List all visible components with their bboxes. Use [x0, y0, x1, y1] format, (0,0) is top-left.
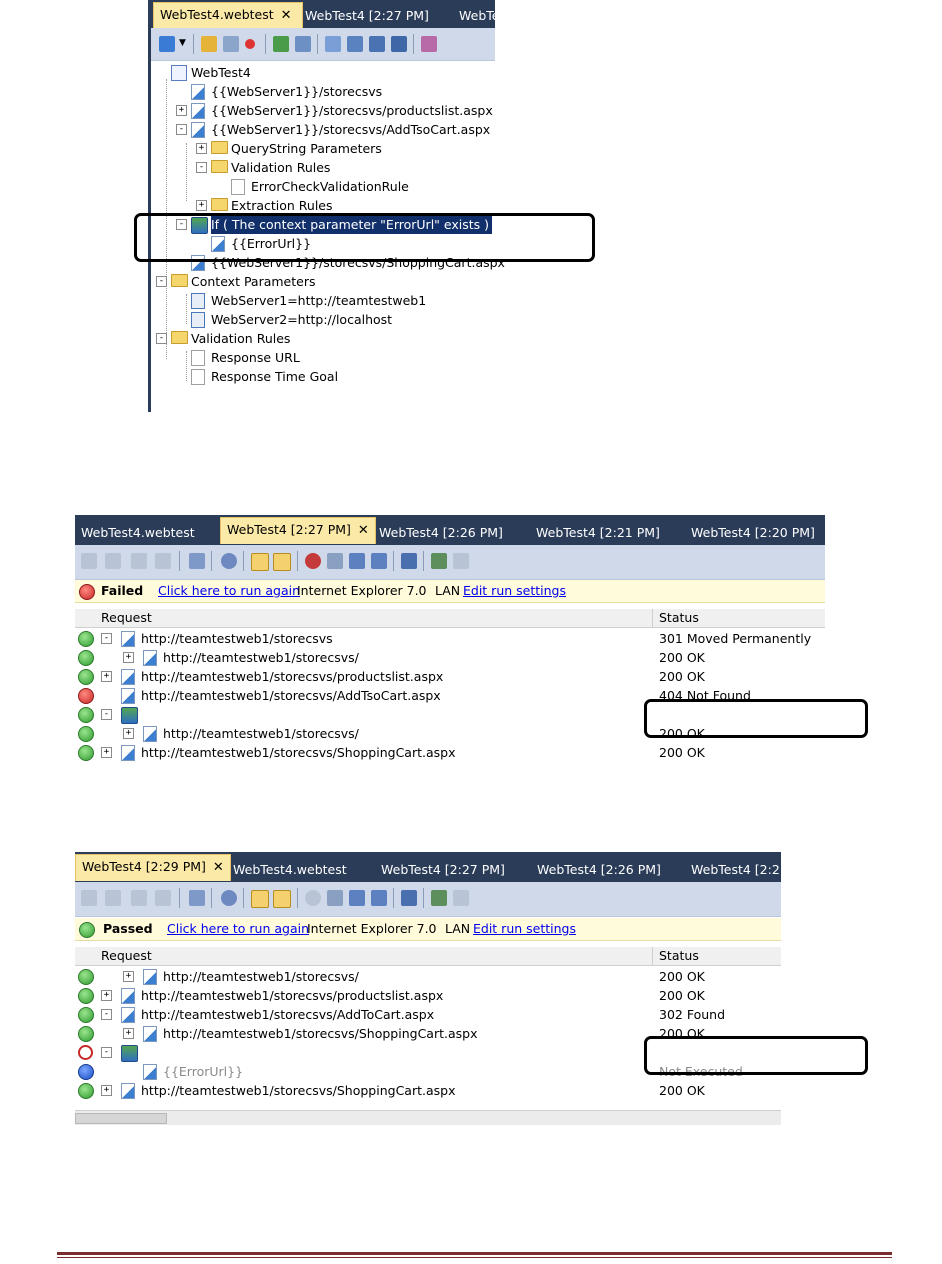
promote-icon[interactable]: [401, 890, 417, 906]
tab-run-227[interactable]: [220, 517, 376, 544]
toolbar-separator: [265, 34, 266, 54]
run-result-bar: [75, 918, 781, 941]
rule-icon: [231, 179, 245, 195]
layout-bottom-icon[interactable]: [273, 890, 291, 908]
collapse-icon[interactable]: -: [101, 1009, 112, 1020]
timer-icon[interactable]: [221, 890, 237, 906]
tab-label: WebTest4 [2:27 PM]: [227, 522, 351, 537]
request-row[interactable]: [75, 743, 825, 762]
request-icon: [191, 103, 205, 119]
step-icon[interactable]: [105, 890, 121, 906]
tree-node-label: {{ErrorUrl}}: [231, 236, 312, 251]
tree-node[interactable]: [151, 367, 495, 386]
step-icon[interactable]: [105, 553, 121, 569]
request-icon: [121, 688, 135, 704]
response-status: 200 OK: [659, 726, 705, 741]
response-status: 200 OK: [659, 969, 705, 984]
tree-node[interactable]: [151, 158, 495, 177]
folder-icon: [211, 160, 228, 173]
horizontal-scrollbar[interactable]: [75, 1110, 781, 1125]
tree-node-label: Validation Rules: [191, 331, 291, 346]
browser-label: Internet Explorer 7.0: [297, 583, 427, 598]
tree-node-label: {{WebServer1}}/storecsvs/productslist.aspx: [211, 103, 493, 118]
tree-node-label: QueryString Parameters: [231, 141, 382, 156]
tree-node-label: WebServer1=http://teamtestweb1: [211, 293, 427, 308]
folder-icon: [171, 274, 188, 287]
success-icon: [78, 988, 94, 1004]
tree-node[interactable]: [151, 63, 495, 82]
expand-icon[interactable]: +: [123, 728, 134, 739]
tree-node-label: ErrorCheckValidationRule: [251, 179, 409, 194]
tree-node[interactable]: [151, 101, 495, 120]
request-url: If ( The context parameter "ErrorUrl" exists ): [141, 1045, 420, 1060]
request-url: {{ErrorUrl}}: [163, 1064, 244, 1079]
request-icon: [121, 988, 135, 1004]
response-status: 200 OK: [659, 669, 705, 684]
add-loop-icon[interactable]: [273, 36, 289, 52]
layout-top-icon[interactable]: [251, 553, 269, 571]
network-icon[interactable]: [431, 890, 447, 906]
timer-icon[interactable]: [221, 553, 237, 569]
tree-node-label: Validation Rules: [231, 160, 331, 175]
toolbar-separator: [297, 551, 298, 571]
request-icon: [121, 669, 135, 685]
result-toolbar: [75, 545, 825, 580]
passed-icon: [79, 922, 95, 938]
column-request[interactable]: Request: [101, 948, 152, 963]
grid-header: [75, 947, 781, 966]
run-result-bar: [75, 580, 825, 603]
tree-node-label: {{WebServer1}}/storecsvs/AddTsoCart.aspx: [211, 122, 491, 137]
result-status: Passed: [103, 921, 153, 936]
request-row[interactable]: [75, 667, 825, 686]
request-url: http://teamtestweb1/storecsvs/ShoppingCart.aspx: [141, 745, 456, 760]
request-url: If ( The context parameter "ErrorUrl" exists ): [141, 707, 420, 722]
tree-node-label: WebTest4: [191, 65, 251, 80]
promote-icon[interactable]: [401, 553, 417, 569]
toolbar-separator: [243, 888, 244, 908]
expand-icon[interactable]: +: [196, 200, 207, 211]
collapse-icon[interactable]: -: [101, 633, 112, 644]
response-status: 200 OK: [659, 745, 705, 760]
stop-request-icon[interactable]: [305, 553, 321, 569]
toolbar-separator: [179, 551, 180, 571]
request-url: http://teamtestweb1/storecsvs/AddTsoCart.aspx: [141, 688, 441, 703]
stop-icon[interactable]: [155, 890, 171, 906]
success-icon: [78, 707, 94, 723]
request-icon: [121, 631, 135, 647]
request-icon: [121, 1083, 135, 1099]
tab-run-227[interactable]: WebTest4 [2:27 PM]: [381, 862, 505, 877]
collapse-icon[interactable]: -: [176, 219, 187, 230]
redirect-icon: [143, 969, 157, 985]
tab-webtest-file[interactable]: WebTest4.webtest: [81, 525, 195, 540]
tree-node-label: Response URL: [211, 350, 300, 365]
success-icon: [78, 745, 94, 761]
browser-icon[interactable]: [453, 553, 469, 569]
condition-icon: [121, 707, 138, 724]
toolbar-separator: [179, 888, 180, 908]
toolbar-separator: [211, 888, 212, 908]
tab-run-221[interactable]: WebTest4 [2:21 PM]: [536, 525, 660, 540]
response-status: 200 OK: [659, 650, 705, 665]
root-icon: [171, 65, 187, 81]
tab-label: WebTest4.webtest: [160, 7, 274, 22]
tree-node[interactable]: [151, 82, 495, 101]
request-row[interactable]: [75, 1081, 781, 1100]
plugins-icon[interactable]: [391, 36, 407, 52]
request-row[interactable]: [75, 986, 781, 1005]
next-icon[interactable]: [371, 890, 387, 906]
tree-node[interactable]: [151, 329, 495, 348]
stop-icon[interactable]: [155, 553, 171, 569]
tab-run-227[interactable]: WebTest4 [2:27 PM]: [305, 8, 429, 23]
expand-icon[interactable]: +: [101, 990, 112, 1001]
folder-icon: [211, 141, 228, 154]
chevron-down-icon[interactable]: ▼: [179, 38, 186, 48]
pause-icon[interactable]: [131, 890, 147, 906]
tab-webtest-file[interactable]: WebTest4.webtest: [233, 862, 347, 877]
run-icon[interactable]: [81, 890, 97, 906]
expand-icon[interactable]: +: [176, 105, 187, 116]
network-icon[interactable]: [431, 553, 447, 569]
stop-request-icon[interactable]: [305, 890, 321, 906]
request-url: http://teamtestweb1/storecsvs/AddToCart.aspx: [141, 1007, 435, 1022]
close-icon[interactable]: ✕: [280, 8, 292, 23]
generate-code-icon[interactable]: [421, 36, 437, 52]
tree-node-label: {{WebServer1}}/storecsvs/ShoppingCart.aspx: [211, 255, 505, 270]
request-url: http://teamtestweb1/storecsvs/productslist.aspx: [141, 988, 444, 1003]
success-icon: [78, 726, 94, 742]
expand-icon[interactable]: +: [101, 671, 112, 682]
tab-run-220[interactable]: WebTest4 [2:20 PM]: [691, 525, 815, 540]
request-row[interactable]: [75, 648, 825, 667]
tree-node-label: {{WebServer1}}/storecsvs: [211, 84, 383, 99]
tab-webtest-file[interactable]: [153, 2, 303, 29]
request-row[interactable]: [75, 967, 781, 986]
rule-icon: [191, 350, 205, 366]
edit-run-settings-link[interactable]: Edit run settings: [463, 583, 566, 598]
toolbar-separator: [297, 888, 298, 908]
response-status: Condition Met: [659, 707, 746, 722]
condition-icon: [121, 1045, 138, 1062]
result-toolbar: [75, 882, 781, 917]
request-grid: [75, 629, 825, 765]
edit-run-settings-link[interactable]: Edit run settings: [473, 921, 576, 936]
request-row[interactable]: [75, 629, 825, 648]
close-icon[interactable]: ✕: [212, 860, 224, 875]
network-label: LAN: [445, 921, 471, 936]
run-icon[interactable]: [81, 553, 97, 569]
extract-icon[interactable]: [325, 36, 341, 52]
scrollbar-thumb[interactable]: [75, 1113, 167, 1124]
response-status: 302 Found: [659, 1007, 726, 1022]
toolbar-separator: [413, 34, 414, 54]
tab-bar: [75, 515, 825, 545]
run-again-link[interactable]: Click here to run again: [167, 921, 310, 936]
folder-icon: [171, 331, 188, 344]
response-status: 301 Moved Permanently: [659, 631, 812, 646]
tree-node-label: WebServer2=http://localhost: [211, 312, 393, 327]
add-request-icon[interactable]: [159, 36, 175, 52]
toolbar-separator: [317, 34, 318, 54]
toolbar-separator: [393, 888, 394, 908]
tab-bar: [151, 0, 500, 28]
collapse-icon[interactable]: -: [101, 709, 112, 720]
toolbar-separator: [243, 551, 244, 571]
collapse-icon[interactable]: -: [156, 333, 167, 344]
insert-comment-icon[interactable]: [201, 36, 217, 52]
success-icon: [78, 1026, 94, 1042]
success-icon: [78, 669, 94, 685]
expand-icon[interactable]: +: [101, 747, 112, 758]
tree-node-label: Extraction Rules: [231, 198, 333, 213]
test-result-panel-passed: [75, 852, 781, 1124]
request-row[interactable]: [75, 1005, 781, 1024]
layout-bottom-icon[interactable]: [273, 553, 291, 571]
toolbar-separator: [393, 551, 394, 571]
error-icon: [78, 688, 94, 704]
tree-node[interactable]: [151, 272, 495, 291]
toolbar-separator: [423, 888, 424, 908]
column-request[interactable]: Request: [101, 610, 152, 625]
collapse-icon[interactable]: -: [176, 124, 187, 135]
context-icon: [191, 312, 205, 328]
column-status[interactable]: Status: [659, 610, 699, 625]
tab-run-overflow[interactable]: WebTe: [459, 8, 500, 23]
request-icon: [143, 726, 157, 742]
webtest-editor-panel: [148, 0, 505, 412]
close-icon[interactable]: ✕: [357, 523, 369, 538]
tree-node[interactable]: [151, 177, 495, 196]
expand-icon[interactable]: +: [101, 1085, 112, 1096]
toolbar-separator: [211, 551, 212, 571]
request-url: http://teamtestweb1/storecsvs/: [163, 650, 359, 665]
request-url: http://teamtestweb1/storecsvs/: [163, 969, 359, 984]
tree-node-label: If ( The context parameter "ErrorUrl" exists ): [211, 215, 492, 234]
find-icon[interactable]: [327, 890, 343, 906]
response-status: Not Executed: [659, 1064, 743, 1079]
tree-node-label: Context Parameters: [191, 274, 316, 289]
success-icon: [78, 650, 94, 666]
pause-icon[interactable]: [131, 553, 147, 569]
browser-label: Internet Explorer 7.0: [307, 921, 437, 936]
success-icon: [78, 969, 94, 985]
tab-run-overflow[interactable]: WebTest4 [2:2: [691, 862, 780, 877]
request-url: http://teamtestweb1/storecsvs: [141, 631, 333, 646]
prev-icon[interactable]: [349, 890, 365, 906]
parameterize-icon[interactable]: [223, 36, 239, 52]
tree-node[interactable]: [151, 291, 495, 310]
context-params-icon[interactable]: [369, 36, 385, 52]
request-url: http://teamtestweb1/storecsvs/productslist.aspx: [141, 669, 444, 684]
highlight-condition-not-met: [644, 1036, 868, 1075]
request-icon: [121, 1007, 135, 1023]
footer-rule: [57, 1252, 892, 1255]
request-url: http://teamtestweb1/storecsvs/: [163, 726, 359, 741]
tree-node[interactable]: [151, 310, 495, 329]
collapse-icon[interactable]: -: [101, 1047, 112, 1058]
response-status: 404 Not Found: [659, 688, 751, 703]
column-status[interactable]: Status: [659, 948, 699, 963]
edit-icon[interactable]: [189, 553, 205, 569]
browser-icon[interactable]: [453, 890, 469, 906]
network-label: LAN: [435, 583, 461, 598]
tab-run-226[interactable]: WebTest4 [2:26 PM]: [379, 525, 503, 540]
tree-node[interactable]: [151, 139, 495, 158]
next-icon[interactable]: [371, 553, 387, 569]
failed-icon: [79, 584, 95, 600]
highlight-condition-met: [644, 699, 868, 738]
editor-toolbar: [151, 28, 495, 61]
edit-icon[interactable]: [189, 890, 205, 906]
record-icon[interactable]: [245, 39, 255, 49]
toolbar-separator: [423, 551, 424, 571]
expand-icon[interactable]: +: [123, 652, 134, 663]
find-icon[interactable]: [327, 553, 343, 569]
success-icon: [78, 1007, 94, 1023]
response-status: 200 OK: [659, 1083, 705, 1098]
success-icon: [78, 631, 94, 647]
collapse-icon[interactable]: -: [196, 162, 207, 173]
request-icon: [191, 122, 205, 138]
toolbar-separator: [193, 34, 194, 54]
expand-icon[interactable]: +: [123, 1028, 134, 1039]
request-url: http://teamtestweb1/storecsvs/ShoppingCart.aspx: [141, 1083, 456, 1098]
request-icon: [191, 84, 205, 100]
request-icon: [143, 1064, 157, 1080]
warning-icon: [78, 1045, 93, 1060]
folder-icon: [211, 198, 228, 211]
run-again-link[interactable]: Click here to run again: [158, 583, 301, 598]
success-icon: [78, 1083, 94, 1099]
response-status: 200 OK: [659, 1026, 705, 1041]
tree-node[interactable]: [151, 120, 495, 139]
tree-node[interactable]: [151, 348, 495, 367]
prev-icon[interactable]: [349, 553, 365, 569]
validation-icon[interactable]: [347, 36, 363, 52]
result-status: Failed: [101, 583, 144, 598]
tab-run-226[interactable]: WebTest4 [2:26 PM]: [537, 862, 661, 877]
redirect-icon: [143, 650, 157, 666]
not-executed-icon: [78, 1064, 94, 1080]
collapse-icon[interactable]: -: [156, 276, 167, 287]
layout-top-icon[interactable]: [251, 890, 269, 908]
tree-node-label: Response Time Goal: [211, 369, 339, 384]
add-condition-icon[interactable]: [295, 36, 311, 52]
expand-icon[interactable]: +: [196, 143, 207, 154]
tab-bar: [75, 852, 781, 882]
response-status: 200 OK: [659, 988, 705, 1003]
response-status: Condition Not Met: [659, 1045, 772, 1060]
rule-icon: [191, 369, 205, 385]
context-icon: [191, 293, 205, 309]
footer-rule-thin: [57, 1257, 892, 1258]
request-url: http://teamtestweb1/storecsvs/ShoppingCart.aspx: [163, 1026, 478, 1041]
request-icon: [121, 745, 135, 761]
redirect-icon: [143, 1026, 157, 1042]
expand-icon[interactable]: +: [123, 971, 134, 982]
highlight-condition-node: [134, 213, 595, 262]
grid-header: [75, 609, 825, 628]
tab-run-229[interactable]: [75, 854, 231, 881]
tab-label: WebTest4 [2:29 PM]: [82, 859, 206, 874]
